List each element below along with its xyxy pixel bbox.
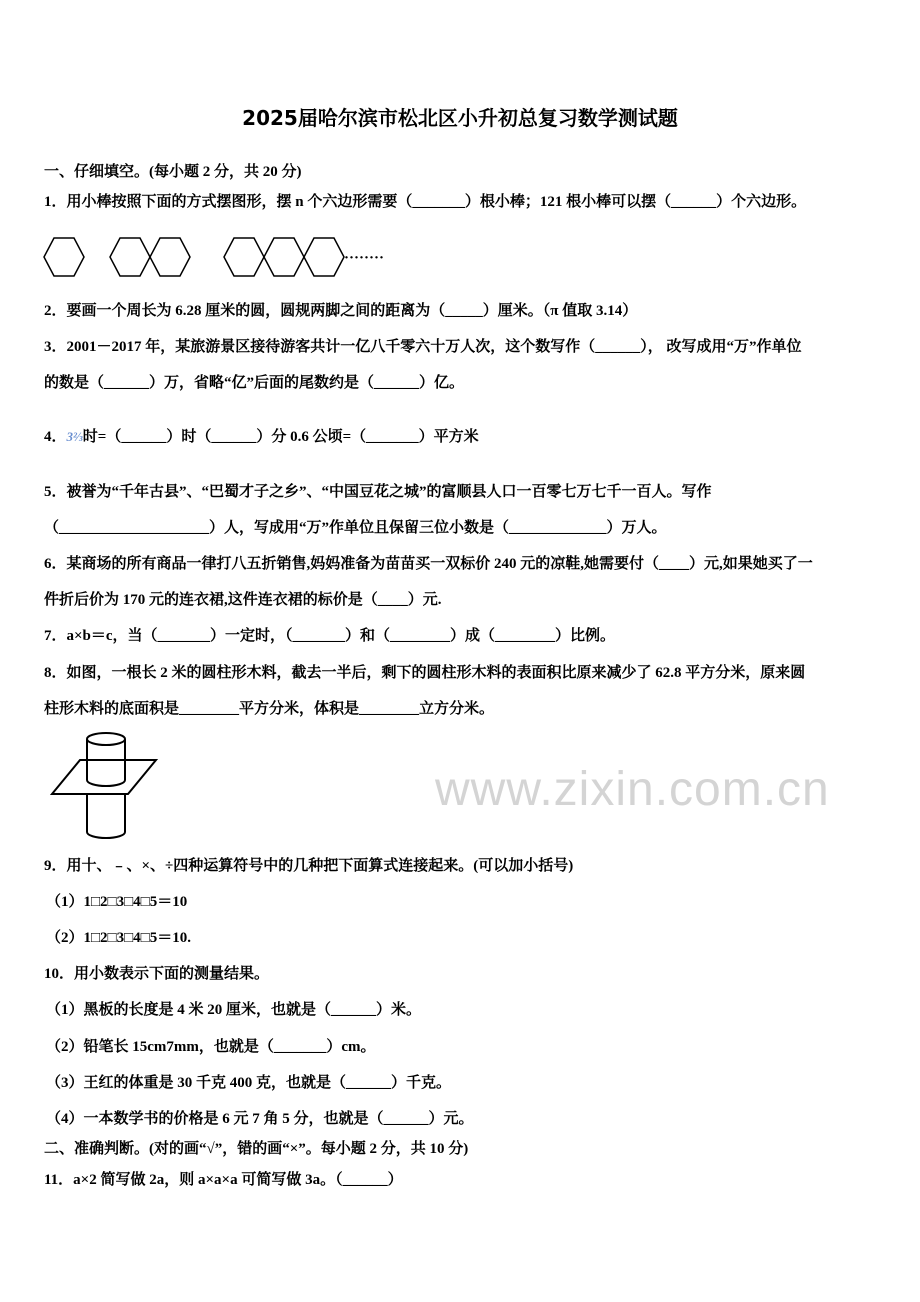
hexagon bbox=[150, 238, 190, 276]
mixed-fraction: 3⅔ bbox=[66, 429, 83, 444]
page-title: 2025届哈尔滨市松北区小升初总复习数学测试题 bbox=[242, 106, 678, 130]
question-2: 2．要画一个周长为 6.28 厘米的圆，圆规两脚之间的距离为（_____）厘米。（π 值取 3.14） bbox=[44, 303, 638, 319]
section-1-heading: 一、仔细填空。(每小题 2 分，共 20 分) bbox=[44, 164, 302, 180]
cylinder-figure bbox=[50, 730, 160, 842]
question-9: 9．用十、﹣、×、÷四种运算符号中的几种把下面算式连接起来。(可以加小括号) bbox=[44, 858, 574, 874]
question-10-part-4: （4）一本数学书的价格是 6 元 7 角 5 分，也就是（______）元。 bbox=[46, 1111, 474, 1127]
question-5-line-2: （____________________）人，写成用“万”作单位且保留三位小数是（_____________）万人。 bbox=[44, 520, 667, 536]
hexagon bbox=[110, 238, 150, 276]
question-4 bbox=[44, 427, 479, 447]
hexagon bbox=[44, 238, 84, 276]
hexagon bbox=[264, 238, 304, 276]
question-3-line-2: 的数是（______）万，省略“亿”后面的尾数约是（______）亿。 bbox=[44, 375, 465, 391]
question-10-part-3: （3）王红的体重是 30 千克 400 克，也就是（______）千克。 bbox=[46, 1075, 452, 1091]
question-10-part-2: （2）铅笔长 15cm7mm，也就是（_______）cm。 bbox=[46, 1039, 376, 1055]
question-8-line-2: 柱形木料的底面积是________平方分米，体积是________立方分米。 bbox=[44, 701, 495, 717]
hexagon bbox=[304, 238, 344, 276]
question-7: 7．a×b＝c，当（_______）一定时，（_______）和（________）成（________）比例。 bbox=[44, 628, 616, 644]
cylinder-top bbox=[87, 733, 125, 745]
section-2-heading: 二、准确判断。(对的画“√”，错的画“×”。每小题 2 分，共 10 分) bbox=[44, 1141, 469, 1157]
continuation-dots: ········ bbox=[344, 250, 385, 266]
question-10: 10．用小数表示下面的测量结果。 bbox=[44, 966, 270, 982]
question-8-line-1: 8．如图，一根长 2 米的圆柱形木料，截去一半后，剩下的圆柱形木料的表面积比原来减少了 62.8 平方分米，原来圆 bbox=[44, 665, 806, 681]
question-6-line-1: 6．某商场的所有商品一律打八五折销售,妈妈准备为苗苗买一双标价 240 元的凉鞋,她需要付（____）元,如果她买了一 bbox=[44, 556, 813, 572]
question-5-line-1: 5．被誉为“千年古县”、“巴蜀才子之乡”、“中国豆花之城”的富顺县人口一百零七万七千一百人。写作 bbox=[44, 484, 712, 500]
question-9-part-2: （2）1□2□3□4□5＝10. bbox=[46, 930, 191, 946]
question-11: 11．a×2 简写做 2a，则 a×a×a 可简写做 3a。（______） bbox=[44, 1172, 403, 1188]
question-9-part-1: （1）1□2□3□4□5＝10 bbox=[46, 894, 188, 910]
watermark: www.zixin.com.cn bbox=[435, 763, 830, 816]
question-6-line-2: 件折后价为 170 元的连衣裙,这件连衣裙的标价是（____）元. bbox=[44, 592, 442, 608]
cut-plane bbox=[52, 760, 156, 794]
question-4-text: 时=（______）时（______）分 0.6 公顷=（_______）平方米 bbox=[82, 429, 479, 445]
question-1: 1．用小棒按照下面的方式摆图形，摆 n 个六边形需要（_______）根小棒；121 根小棒可以摆（______）个六边形。 bbox=[44, 194, 807, 210]
hexagon-figures bbox=[40, 228, 350, 286]
hexagon bbox=[224, 238, 264, 276]
question-4-number: 4． bbox=[44, 429, 67, 445]
question-10-part-1: （1）黑板的长度是 4 米 20 厘米，也就是（______）米。 bbox=[46, 1002, 422, 1018]
question-3-line-1: 3．2001－2017 年，某旅游景区接待游客共计一亿八千零六十万人次，这个数写作（______）， 改写成用“万”作单位 bbox=[44, 339, 802, 355]
